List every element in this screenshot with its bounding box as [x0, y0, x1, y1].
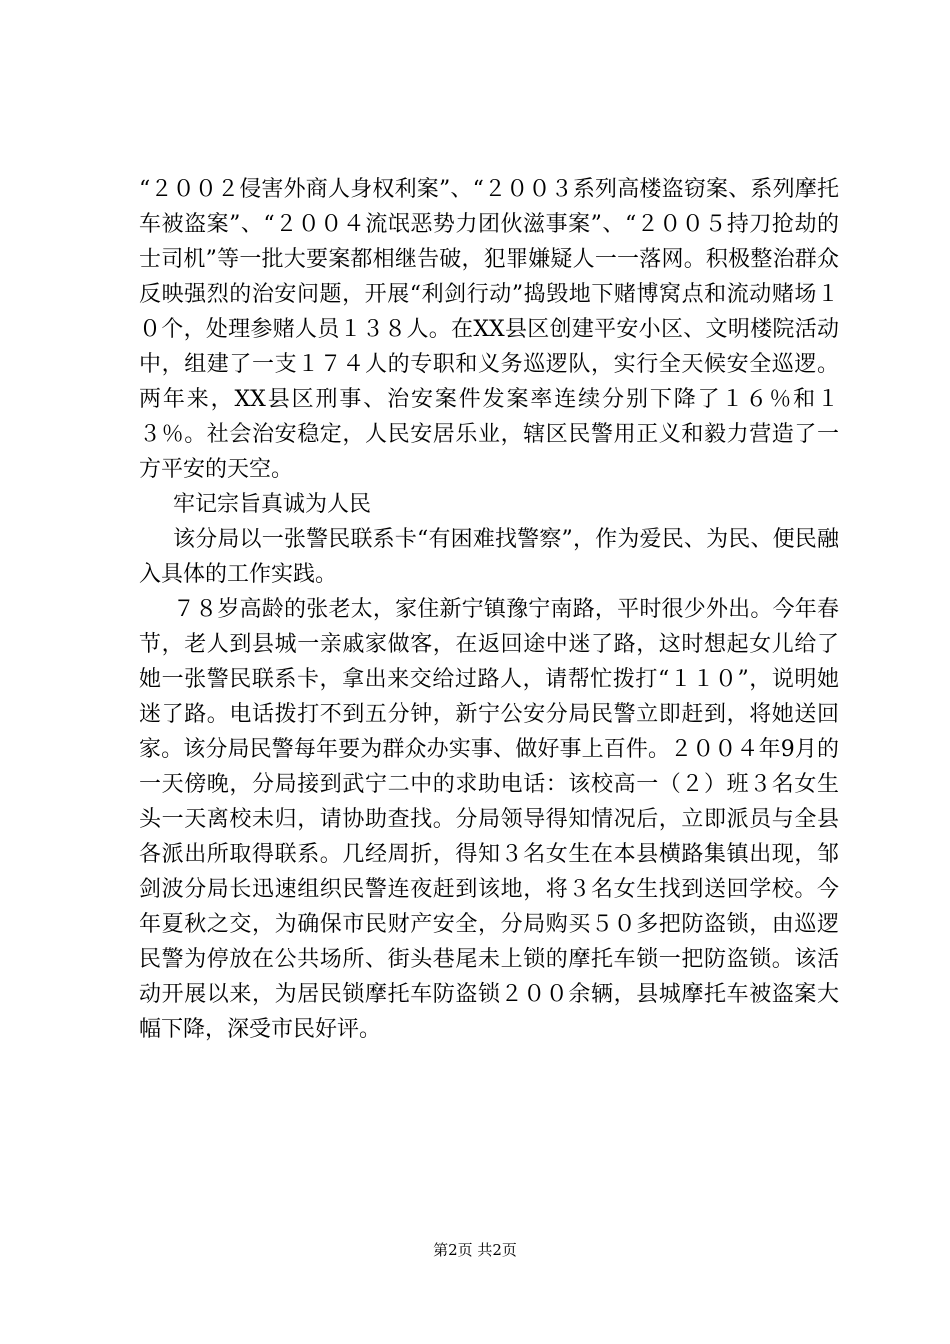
page-footer: 第2页 共2页	[433, 1241, 517, 1259]
paragraph-contact-card: 该分局以一张警民联系卡“有困难找警察”，作为爱民、为民、便民融入具体的工作实践。	[139, 527, 839, 587]
section-heading: 牢记宗旨真诚为人民	[173, 492, 372, 517]
body-text	[139, 172, 839, 1047]
paragraph-case-summary: “２００２侵害外商人身权利案”、“２００３系列高楼盗窃案、系列摩托车被盗案”、“２００４流氓恶势力团伙滋事案”、“２００５持刀抢劫的士司机”等一批大要案都相继告破，犯罪嫌疑人一一落网。积极整治群众反映强烈的治安问题，开展“利剑行动”捣毁地下赌博窝点和流动赌场１０个，处理参赌人员１３８人。在XX县区创建平安小区、文明楼院活动中，组建了一支１７４人的专职和义务巡逻队，实行全天候安全巡逻。两年来，XX县区刑事、治安案件发案率连续分别下降了１６％和１３％。社会治安稳定，人民安居乐业，辖区民警用正义和毅力营造了一方平安的天空。	[139, 177, 839, 482]
paragraph-stories: ７８岁高龄的张老太，家住新宁镇豫宁南路，平时很少外出。今年春节，老人到县城一亲戚家做客，在返回途中迷了路，这时想起女儿给了她一张警民联系卡，拿出来交给过路人，请帮忙拨打“１１０”，说明她迷了路。电话拨打不到五分钟，新宁公安分局民警立即赶到，将她送回家。该分局民警每年要为群众办实事、做好事上百件。２００４年9月的一天傍晚，分局接到武宁二中的求助电话：该校高一（２）班３名女生头一天离校未归，请协助查找。分局领导得知情况后，立即派员与全县各派出所取得联系。几经周折，得知３名女生在本县横路集镇出现，邹剑波分局长迅速组织民警连夜赶到该地，将３名女生找到送回学校。今年夏秋之交，为确保市民财产安全，分局购买５０多把防盗锁，由巡逻民警为停放在公共场所、街头巷尾未上锁的摩托车锁一把防盗锁。该活动开展以来，为居民锁摩托车防盗锁２００余辆，县城摩托车被盗案大幅下降，深受市民好评。	[139, 597, 839, 1042]
